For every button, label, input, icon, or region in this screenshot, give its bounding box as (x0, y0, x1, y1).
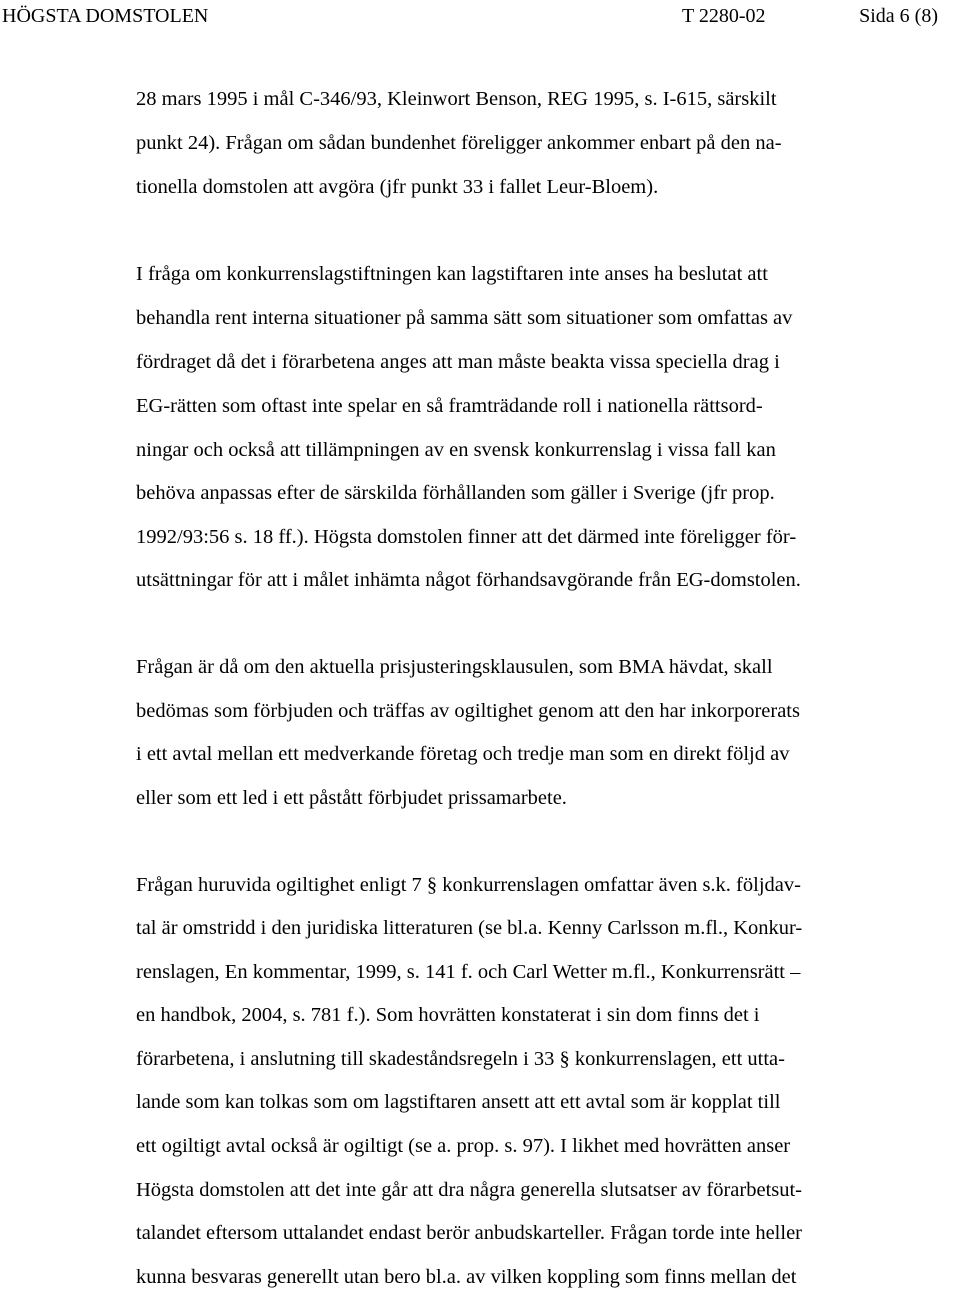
court-name: HÖGSTA DOMSTOLEN (2, 5, 209, 27)
text-line: Högsta domstolen att det inte går att dra några generella slutsatser av förarbetsut- (136, 1179, 803, 1201)
text-line: tal är omstridd i den juridiska litteraturen (se bl.a. Kenny Carlsson m.fl., Konkur- (136, 917, 803, 939)
text-line: bedömas som förbjuden och träffas av ogiltighet genom att den har inkorporerats (136, 700, 800, 722)
text-line: EG-rätten som oftast inte spelar en så framträdande roll i nationella rättsord- (136, 395, 763, 417)
text-line: lande som kan tolkas som om lagstiftaren ansett att ett avtal som är kopplat till (136, 1091, 781, 1113)
text-line: utsättningar för att i målet inhämta något förhandsavgörande från EG-domstolen. (136, 569, 801, 591)
text-line: i ett avtal mellan ett medverkande företag och tredje man som en direkt följd av (136, 743, 790, 765)
text-line: punkt 24). Frågan om sådan bundenhet föreligger ankommer enbart på den na- (136, 132, 782, 154)
case-number: T 2280-02 (682, 5, 766, 27)
text-line: eller som ett led i ett påstått förbjudet prissamarbete. (136, 787, 567, 809)
text-line: Frågan är då om den aktuella prisjusteringsklausulen, som BMA hävdat, skall (136, 656, 773, 678)
page-number: Sida 6 (8) (859, 5, 938, 27)
text-line: fördraget då det i förarbetena anges att man måste beakta vissa speciella drag i (136, 351, 780, 373)
text-line: tionella domstolen att avgöra (jfr punkt 33 i fallet Leur-Bloem). (136, 176, 659, 198)
text-line: renslagen, En kommentar, 1999, s. 141 f. och Carl Wetter m.fl., Konkurrensrätt – (136, 961, 801, 983)
text-line: talandet eftersom uttalandet endast berör anbudskarteller. Frågan torde inte heller (136, 1222, 802, 1244)
text-line: behandla rent interna situationer på samma sätt som situationer som omfattas av (136, 307, 793, 329)
text-line: ningar och också att tillämpningen av en svensk konkurrenslag i vissa fall kan (136, 439, 776, 461)
text-line: ett ogiltigt avtal också är ogiltigt (se a. prop. s. 97). I likhet med hovrätten anser (136, 1135, 791, 1157)
text-line: Frågan huruvida ogiltighet enligt 7 § konkurrenslagen omfattar även s.k. följdav- (136, 874, 801, 896)
page-header (2, 4, 938, 28)
text-line: förarbetena, i anslutning till skadeståndsregeln i 33 § konkurrenslagen, ett utta- (136, 1048, 785, 1070)
text-line: I fråga om konkurrenslagstiftningen kan lagstiftaren inte anses ha beslutat att (136, 263, 768, 285)
text-line: 1992/93:56 s. 18 ff.). Högsta domstolen finner att det därmed inte föreligger för- (136, 526, 797, 548)
text-line: kunna besvaras generellt utan bero bl.a. av vilken koppling som finns mellan det (136, 1266, 797, 1288)
text-line: behöva anpassas efter de särskilda förhållanden som gäller i Sverige (jfr prop. (136, 482, 775, 504)
text-line: en handbok, 2004, s. 781 f.). Som hovrätten konstaterat i sin dom finns det i (136, 1004, 760, 1026)
text-line: 28 mars 1995 i mål C-346/93, Kleinwort Benson, REG 1995, s. I-615, särskilt (136, 88, 777, 110)
